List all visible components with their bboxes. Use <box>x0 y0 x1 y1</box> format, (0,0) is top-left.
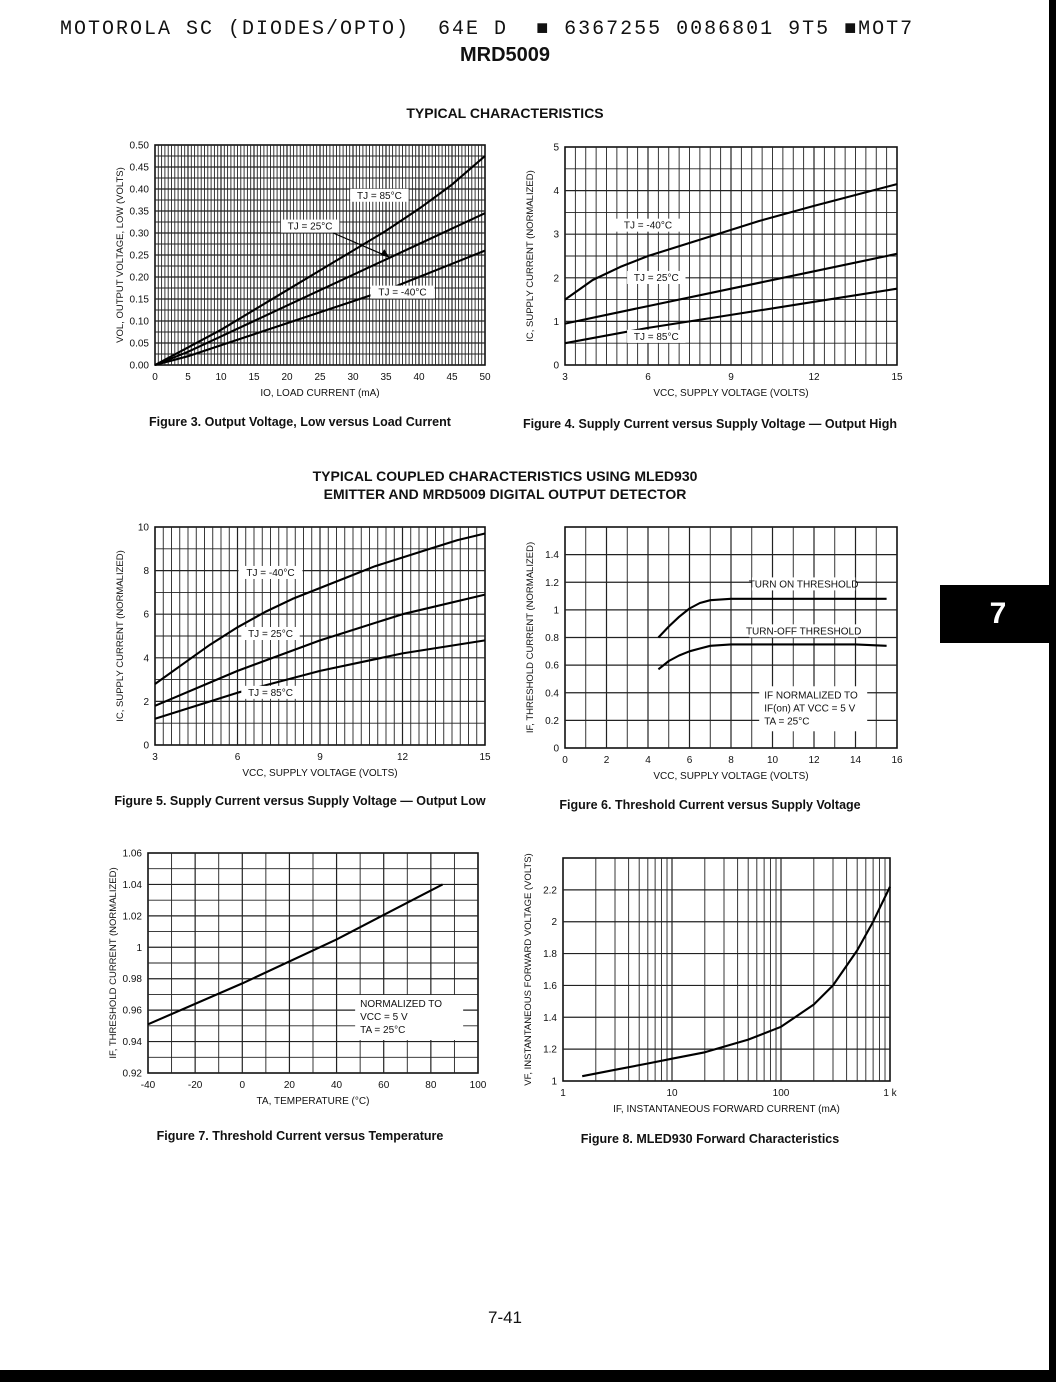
fig6-note-text: TA = 25°C <box>764 716 810 728</box>
fig6-note-text: IF(on) AT VCC = 5 V <box>764 703 856 715</box>
fig8-y-tick-label: 1.2 <box>543 1044 557 1056</box>
header-line: MOTOROLA SC (DIODES/OPTO) 64E D ■ 6367255 0086801 9T5 ■MOT7 <box>60 18 915 41</box>
fig3-x-axis-label: IO, LOAD CURRENT (mA) <box>260 388 380 399</box>
fig7-x-tick-label: -40 <box>140 1080 156 1091</box>
fig4-y-tick-label: 1 <box>553 316 559 328</box>
fig5-x-tick-label: 3 <box>152 752 158 763</box>
fig3-curve-label: TJ = -40°C <box>378 287 427 299</box>
fig5-y-tick-label: 10 <box>137 522 149 534</box>
fig7-x-tick-label: 100 <box>469 1080 487 1091</box>
fig6-y-tick-label: 1.4 <box>545 550 559 562</box>
fig3-x-tick-label: 40 <box>413 372 425 383</box>
fig4-x-tick-label: 12 <box>808 372 820 383</box>
fig5-y-axis-label: IC, SUPPLY CURRENT (NORMALIZED) <box>115 550 126 722</box>
fig7-y-tick-label: 1.04 <box>122 879 142 891</box>
fig3-y-tick-label: 0.15 <box>129 294 149 306</box>
fig3-y-tick-label: 0.40 <box>129 184 149 196</box>
fig3-y-tick-label: 0.05 <box>129 338 149 350</box>
fig6-x-tick-label: 8 <box>728 755 734 766</box>
fig3-x-tick-label: 45 <box>446 372 458 383</box>
fig5-y-tick-label: 2 <box>143 696 149 708</box>
fig7-x-tick-label: 20 <box>283 1080 295 1091</box>
fig5-curve-label: TJ = 85°C <box>248 687 293 699</box>
fig3-curve-label: TJ = 85°C <box>356 190 402 202</box>
fig7-note-text: TA = 25°C <box>360 1025 406 1036</box>
fig8-y-tick-label: 1.8 <box>543 949 557 961</box>
part-number: MRD5009 <box>459 44 551 66</box>
fig3-x-tick-label: 5 <box>185 372 191 383</box>
fig5-y-tick-label: 8 <box>143 566 149 578</box>
fig4-x-tick-label: 3 <box>562 372 568 383</box>
fig5-curve-label: TJ = -40°C <box>246 567 295 579</box>
fig6-y-tick-label: 0 <box>553 743 559 755</box>
fig5-x-tick-label: 9 <box>317 752 323 763</box>
fig4-x-tick-label: 6 <box>645 372 651 383</box>
fig8-x-tick-label: 10 <box>666 1088 678 1099</box>
fig6-x-tick-label: 4 <box>645 755 651 766</box>
fig7-x-tick-label: -20 <box>187 1080 203 1091</box>
fig3-x-tick-label: 20 <box>281 372 293 383</box>
fig8-x-tick-label: 1 <box>560 1088 566 1099</box>
fig4-x-tick-label: 15 <box>891 372 903 383</box>
fig3-curve-label: TJ = 25°C <box>287 221 333 233</box>
fig5-x-tick-label: 6 <box>234 752 241 763</box>
fig6-y-tick-label: 1.2 <box>545 577 559 589</box>
fig6-curve-label: TURN ON THRESHOLD <box>748 579 859 591</box>
fig7-caption: Figure 7. Threshold Current versus Temperature <box>156 1129 444 1143</box>
fig5-y-tick-label: 4 <box>143 653 149 665</box>
fig6-curve-label: TURN-OFF THRESHOLD <box>745 626 862 638</box>
fig3-y-tick-label: 0.20 <box>129 272 149 284</box>
fig8-y-axis-label: VF, INSTANTANEOUS FORWARD VOLTAGE (VOLTS) <box>523 853 534 1086</box>
fig3-y-tick-label: 0.45 <box>129 162 149 174</box>
fig3-x-tick-label: 30 <box>347 372 359 383</box>
fig6-y-tick-label: 0.6 <box>545 660 559 672</box>
fig5-x-tick-label: 12 <box>396 752 409 763</box>
fig6-x-tick-label: 0 <box>562 755 568 766</box>
fig5-caption: Figure 5. Supply Current versus Supply Voltage — Output Low <box>114 794 486 808</box>
fig6-caption: Figure 6. Threshold Current versus Supply Voltage <box>559 798 861 812</box>
fig6-y-tick-label: 0.2 <box>545 715 559 727</box>
fig8-x-axis-label: IF, INSTANTANEOUS FORWARD CURRENT (mA) <box>613 1104 840 1115</box>
fig6-x-axis-label: VCC, SUPPLY VOLTAGE (VOLTS) <box>653 771 809 782</box>
fig6-y-tick-label: 0.8 <box>545 633 559 644</box>
fig3-arrow-line <box>333 233 389 257</box>
fig3-x-tick-label: 15 <box>248 372 260 383</box>
fig7-y-tick-label: 0.92 <box>122 1068 142 1080</box>
fig4-y-tick-label: 2 <box>553 273 559 285</box>
section-title-coupled-2: EMITTER AND MRD5009 DIGITAL OUTPUT DETECTOR <box>323 486 687 502</box>
fig8-caption: Figure 8. MLED930 Forward Characteristics <box>580 1132 840 1146</box>
fig7-x-tick-label: 80 <box>425 1080 437 1091</box>
fig4-y-axis-label: IC, SUPPLY CURRENT (NORMALIZED) <box>525 170 536 342</box>
fig6-y-tick-label: 0.4 <box>545 688 559 700</box>
fig3-arrow-head <box>380 249 389 257</box>
fig7-note-text: VCC = 5 V <box>360 1012 408 1023</box>
fig3-y-tick-label: 0.50 <box>129 140 149 152</box>
fig4-y-tick-label: 5 <box>553 142 559 154</box>
fig7-y-tick-label: 1.02 <box>122 911 142 923</box>
fig7-y-tick-label: 1.06 <box>122 848 142 860</box>
fig8-plot-frame <box>563 858 890 1081</box>
fig7-note-text: NORMALIZED TO <box>360 999 443 1010</box>
fig6-note-text: IF NORMALIZED TO <box>764 690 858 702</box>
fig6-x-tick-label: 16 <box>891 755 903 766</box>
fig4-y-tick-label: 4 <box>553 186 559 198</box>
fig8-y-tick-label: 1.6 <box>543 980 557 992</box>
fig3-caption: Figure 3. Output Voltage, Low versus Load Current <box>149 415 451 429</box>
fig8-y-tick-label: 1.4 <box>543 1012 557 1024</box>
fig3-x-tick-label: 50 <box>479 372 491 383</box>
fig5-y-tick-label: 6 <box>143 609 149 621</box>
fig6-x-tick-label: 10 <box>766 755 779 766</box>
fig8-x-tick-label: 1 k <box>883 1088 897 1099</box>
fig3-y-axis-label: VOL, OUTPUT VOLTAGE, LOW (VOLTS) <box>115 167 126 343</box>
fig7-x-axis-label: TA, TEMPERATURE (°C) <box>256 1096 370 1107</box>
fig7-x-tick-label: 60 <box>378 1080 390 1091</box>
fig8-y-tick-label: 1 <box>551 1076 557 1088</box>
fig3-y-tick-label: 0.25 <box>129 250 149 262</box>
fig4-y-tick-label: 3 <box>553 229 559 241</box>
fig5-curve-label: TJ = 25°C <box>248 629 293 640</box>
fig4-y-tick-label: 0 <box>553 360 559 372</box>
fig7-x-tick-label: 0 <box>239 1080 246 1091</box>
page-number: 7-41 <box>487 1308 523 1327</box>
fig4-curve-label: TJ = 85°C <box>633 331 679 343</box>
fig6-y-tick-label: 1 <box>553 605 559 617</box>
section-title-coupled-1: TYPICAL COUPLED CHARACTERISTICS USING MLED930 <box>312 468 698 484</box>
fig8-x-tick-label: 100 <box>772 1088 790 1099</box>
fig5-x-axis-label: VCC, SUPPLY VOLTAGE (VOLTS) <box>242 768 398 779</box>
fig5-y-tick-label: 0 <box>143 740 149 752</box>
section-title-typical: TYPICAL CHARACTERISTICS <box>406 105 604 121</box>
fig4-curve-label: TJ = -40°C <box>623 220 673 232</box>
fig7-y-tick-label: 0.96 <box>122 1005 142 1017</box>
fig7-y-tick-label: 0.98 <box>122 974 142 986</box>
fig3-y-tick-label: 0.10 <box>129 316 149 328</box>
fig4-x-tick-label: 9 <box>728 372 734 383</box>
fig6-x-tick-label: 6 <box>686 755 693 766</box>
fig3-y-tick-label: 0.30 <box>129 228 149 240</box>
fig6-x-tick-label: 12 <box>808 755 820 766</box>
fig7-x-tick-label: 40 <box>331 1080 343 1091</box>
fig7-y-axis-label: IF, THRESHOLD CURRENT (NORMALIZED) <box>108 867 119 1059</box>
fig8-y-tick-label: 2 <box>551 917 557 929</box>
fig8-y-tick-label: 2.2 <box>543 885 557 897</box>
fig6-y-axis-label: IF, THRESHOLD CURRENT (NORMALIZED) <box>525 541 536 734</box>
fig4-curve-label: TJ = 25°C <box>633 272 679 284</box>
fig3-x-tick-label: 10 <box>215 372 227 383</box>
fig3-x-tick-label: 25 <box>314 372 326 383</box>
fig7-y-tick-label: 0.94 <box>122 1037 142 1049</box>
fig6-x-tick-label: 14 <box>849 755 862 766</box>
fig5-x-tick-label: 15 <box>479 752 491 763</box>
fig3-x-tick-label: 0 <box>152 372 158 383</box>
fig3-x-tick-label: 35 <box>380 372 392 383</box>
fig6-x-tick-label: 2 <box>603 755 610 766</box>
fig4-caption: Figure 4. Supply Current versus Supply Voltage — Output High <box>522 417 898 431</box>
fig7-y-tick-label: 1 <box>136 942 142 954</box>
fig3-y-tick-label: 0.35 <box>129 206 149 218</box>
fig3-y-tick-label: 0.00 <box>129 360 149 372</box>
fig4-x-axis-label: VCC, SUPPLY VOLTAGE (VOLTS) <box>653 388 809 399</box>
section-tab: 7 <box>940 585 1056 643</box>
